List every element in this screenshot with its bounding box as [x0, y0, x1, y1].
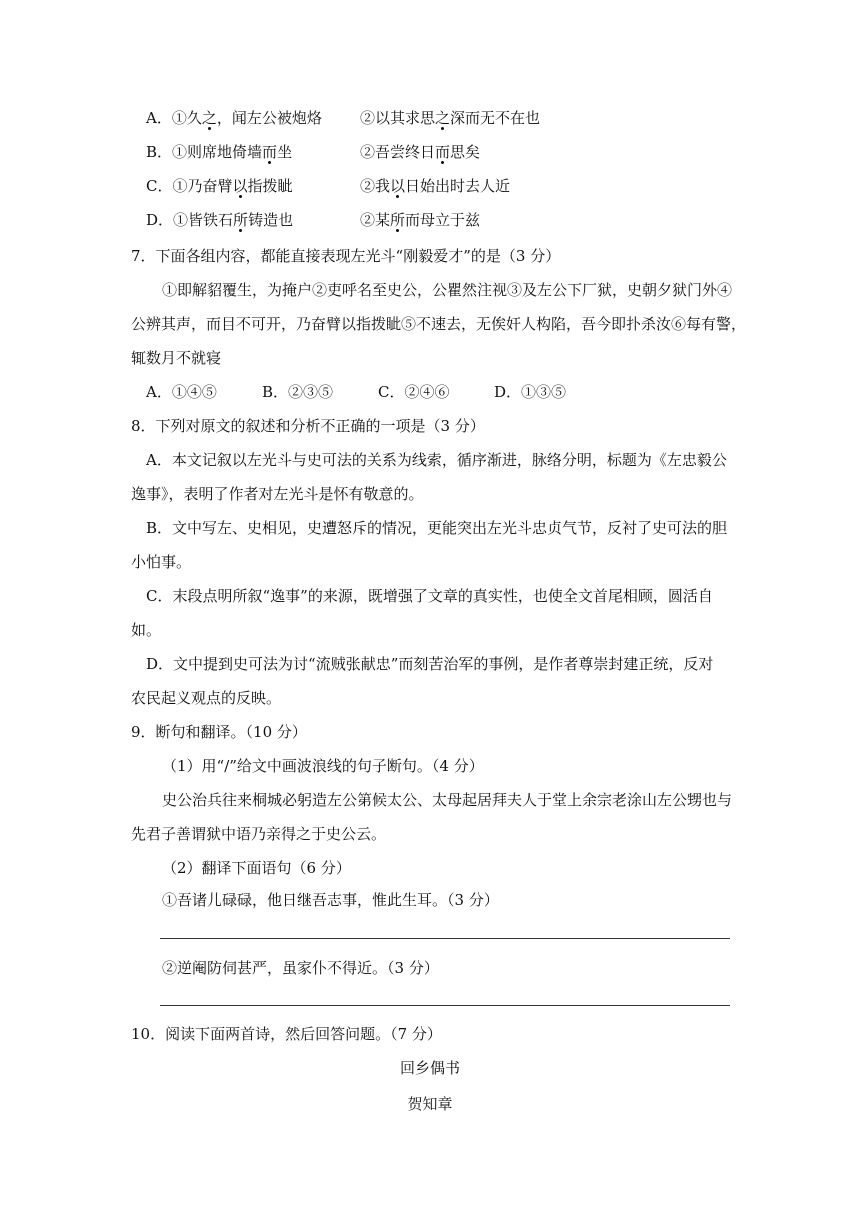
q6-option-c-left: C．①乃奋臂以指拨眦	[146, 177, 293, 195]
q7-option-b: B．②③⑤	[262, 383, 334, 401]
q8-line: D．文中提到史可法为讨“流贼张献忠”而刻苦治军的事例，是作者尊崇封建正统，反对	[146, 655, 714, 673]
q8-line: A．本文记叙以左光斗与史可法的关系为线索，循序渐进，脉络分明，标题为《左忠毅公	[146, 451, 727, 469]
q6-option-d-right: ②某所而母立于兹	[360, 211, 481, 229]
q8-line: 如。	[131, 621, 162, 639]
q6-option-b-left: B．①则席地倚墙而坐	[146, 143, 293, 161]
q9-sub2: （2）翻译下面语句（6 分）	[162, 859, 351, 877]
poem-title: 回乡偶书	[399, 1059, 460, 1077]
emphasis-dot-char: 而	[435, 143, 451, 161]
q6-option-d-left: D．①皆铁石所铸造也	[146, 211, 294, 229]
q6-option-c-right: ②我以日始出时去人近	[360, 177, 511, 195]
q7-paragraph-line: 公辨其声，而目不可开，乃奋臂以指拨眦⑤不速去，无俟奸人构陷，吾今即扑杀汝⑥每有警，	[131, 315, 747, 333]
q9-sub1: （1）用“/”给文中画波浪线的句子断句。（4 分）	[162, 757, 484, 775]
q8-line: 小怕事。	[131, 553, 192, 571]
q7-paragraph-line: 辄数月不就寝	[131, 349, 222, 367]
q8-stem: 8．下列对原文的叙述和分析不正确的一项是（3 分）	[131, 417, 485, 435]
q7-paragraph-line: ①即解貂覆生，为掩户②吏呼名至史公，公瞿然注视③及左公下厂狱，史朝夕狱门外④	[162, 281, 733, 299]
poem-author: 贺知章	[407, 1095, 453, 1113]
q7-option-d: D．①③⑤	[494, 383, 567, 401]
answer-line[interactable]	[160, 1005, 730, 1006]
q6-option-b-right: ②吾尝终日而思矣	[360, 143, 481, 161]
q9-stem: 9．断句和翻译。（10 分）	[131, 723, 307, 741]
q9-item2: ②逆阉防伺甚严，虽家仆不得近。（3 分）	[162, 959, 439, 977]
emphasis-dot-char: 之	[435, 109, 451, 127]
emphasis-dot-char: 所	[390, 211, 406, 229]
emphasis-dot-char: 所	[233, 211, 249, 229]
q9-passage-line: 先君子善谓狱中语乃亲得之于史公云。	[131, 825, 387, 843]
q6-option-a-right: ②以其求思之深而无不在也	[360, 109, 541, 127]
q9-item1: ①吾诸儿碌碌，他日继吾志事，惟此生耳。（3 分）	[162, 891, 499, 909]
q7-option-a: A．①④⑤	[146, 383, 217, 401]
q8-line: B．文中写左、史相见，史遭怒斥的情况，更能突出左光斗忠贞气节，反衬了史可法的胆	[146, 519, 728, 537]
emphasis-dot-char: 以	[390, 177, 406, 195]
q8-line: C．末段点明所叙“逸事”的来源，既增强了文章的真实性，也使全文首尾相顾，圆活自	[146, 587, 713, 605]
emphasis-dot-char: 之	[201, 109, 217, 127]
q6-option-a-left: A．①久之，闻左公被炮烙	[146, 109, 322, 127]
answer-line[interactable]	[160, 938, 730, 939]
emphasis-dot-char: 而	[262, 143, 278, 161]
q7-option-c: C．②④⑥	[378, 383, 450, 401]
q9-passage-line: 史公治兵往来桐城必躬造左公第候太公、太母起居拜夫人于堂上余宗老涂山左公甥也与	[162, 791, 733, 809]
emphasis-dot-char: 以	[232, 177, 248, 195]
q7-stem: 7．下面各组内容，都能直接表现左光斗“刚毅爱才”的是（3 分）	[131, 247, 561, 265]
q10-stem: 10．阅读下面两首诗，然后回答问题。（7 分）	[131, 1025, 442, 1043]
q8-line: 农民起义观点的反映。	[131, 689, 282, 707]
q8-line: 逸事》，表明了作者对左光斗是怀有敬意的。	[131, 485, 424, 503]
